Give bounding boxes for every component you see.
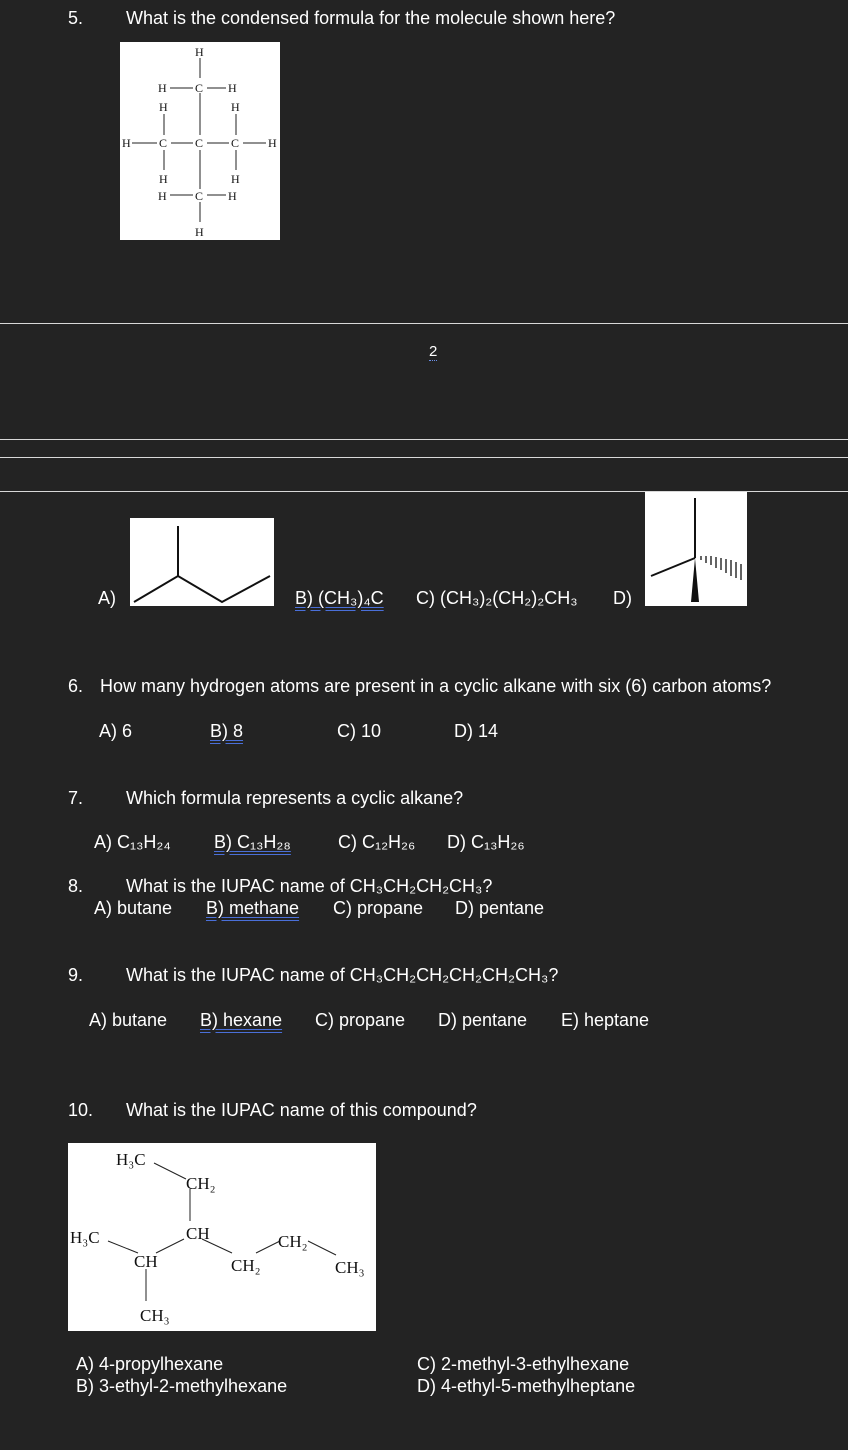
wedge-dash-structure — [645, 492, 747, 606]
q7-option-b[interactable]: B) C₁₃H₂₈ — [214, 832, 291, 852]
atom-h: H — [159, 172, 168, 186]
q5-question: What is the condensed formula for the molecule shown here? — [126, 8, 616, 28]
q6-number: 6. — [68, 676, 84, 696]
atom-h: H — [195, 45, 204, 59]
atom-c: C — [195, 189, 204, 203]
divider — [0, 323, 848, 324]
q5-option-d[interactable]: D) — [613, 588, 632, 608]
atom-h: H — [228, 189, 237, 203]
q9-question: What is the IUPAC name of CH₃CH₂CH₂CH₂CH₂CH₃? — [126, 965, 559, 985]
atom-h: H — [231, 100, 240, 114]
atom-h: H — [122, 136, 131, 150]
group-h3c: H₃C — [70, 1228, 100, 1247]
q8-number: 8. — [68, 876, 84, 896]
q9-option-a[interactable]: A) butane — [89, 1010, 168, 1030]
q9-option-d[interactable]: D) pentane — [438, 1010, 528, 1030]
page-number: 2 — [429, 343, 438, 360]
group-ch3: CH₃ — [335, 1258, 365, 1277]
q7-option-c[interactable]: C) C₁₂H₂₆ — [338, 832, 416, 852]
q5-lewis-structure — [120, 42, 280, 240]
q6-option-b[interactable]: B) 8 — [210, 721, 244, 741]
q10-condensed-structure — [68, 1143, 376, 1331]
q8-option-a[interactable]: A) butane — [94, 898, 173, 918]
q7-question: Which formula represents a cyclic alkane? — [126, 788, 464, 808]
atom-h: H — [159, 100, 168, 114]
group-ch2: CH₂ — [231, 1256, 261, 1275]
atom-h: H — [231, 172, 240, 186]
atom-c: C — [231, 136, 240, 150]
group-ch: CH — [134, 1252, 158, 1271]
q7-option-d[interactable]: D) C₁₃H₂₆ — [447, 832, 525, 852]
atom-c: C — [159, 136, 168, 150]
atom-h: H — [158, 81, 167, 95]
group-ch3: CH₃ — [140, 1306, 170, 1325]
q9-number: 9. — [68, 965, 84, 985]
q5-option-a-skeletal-image — [130, 518, 274, 606]
q10-number: 10. — [68, 1100, 94, 1120]
atom-h: H — [228, 81, 237, 95]
skeletal-structure — [130, 518, 274, 606]
q5-number: 5. — [68, 8, 84, 28]
q5-option-a[interactable]: A) — [98, 588, 116, 608]
group-ch2: CH₂ — [186, 1174, 216, 1193]
q5-option-c[interactable]: C) (CH₃)₂(CH₂)₂CH₃ — [416, 588, 578, 608]
q5-option-b[interactable]: B) (CH₃)₄C — [295, 588, 384, 608]
group-ch2: CH₂ — [278, 1232, 308, 1251]
q6-option-c[interactable]: C) 10 — [337, 721, 382, 741]
q8-option-d[interactable]: D) pentane — [455, 898, 545, 918]
q6-option-d[interactable]: D) 14 — [454, 721, 499, 741]
atom-h: H — [268, 136, 277, 150]
q7-option-a[interactable]: A) C₁₃H₂₄ — [94, 832, 171, 852]
q10-option-c[interactable]: C) 2-methyl-3-ethylhexane — [417, 1354, 630, 1374]
q8-option-c[interactable]: C) propane — [333, 898, 424, 918]
q9-option-b[interactable]: B) hexane — [200, 1010, 283, 1030]
divider — [0, 439, 848, 440]
atom-h: H — [158, 189, 167, 203]
q10-option-a[interactable]: A) 4-propylhexane — [76, 1354, 224, 1374]
atom-c: C — [195, 136, 204, 150]
q5-option-d-wedge-image — [645, 492, 747, 606]
q7-number: 7. — [68, 788, 84, 808]
q9-option-e[interactable]: E) heptane — [561, 1010, 650, 1030]
group-h3c: H₃C — [116, 1150, 146, 1169]
atom-c: C — [195, 81, 204, 95]
group-ch: CH — [186, 1224, 210, 1243]
q8-option-b[interactable]: B) methane — [206, 898, 300, 918]
q9-option-c[interactable]: C) propane — [315, 1010, 406, 1030]
q6-option-a[interactable]: A) 6 — [99, 721, 133, 741]
divider — [0, 457, 848, 458]
q6-question: How many hydrogen atoms are present in a cyclic alkane with six (6) carbon atoms? — [100, 676, 772, 696]
q8-question: What is the IUPAC name of CH₃CH₂CH₂CH₃? — [126, 876, 493, 896]
q10-structure-image — [68, 1143, 376, 1331]
atom-h: H — [195, 225, 204, 239]
q10-option-d[interactable]: D) 4-ethyl-5-methylheptane — [417, 1376, 636, 1396]
q10-option-b[interactable]: B) 3-ethyl-2-methylhexane — [76, 1376, 288, 1396]
q10-question: What is the IUPAC name of this compound? — [126, 1100, 477, 1120]
q5-structure-image — [120, 42, 280, 240]
